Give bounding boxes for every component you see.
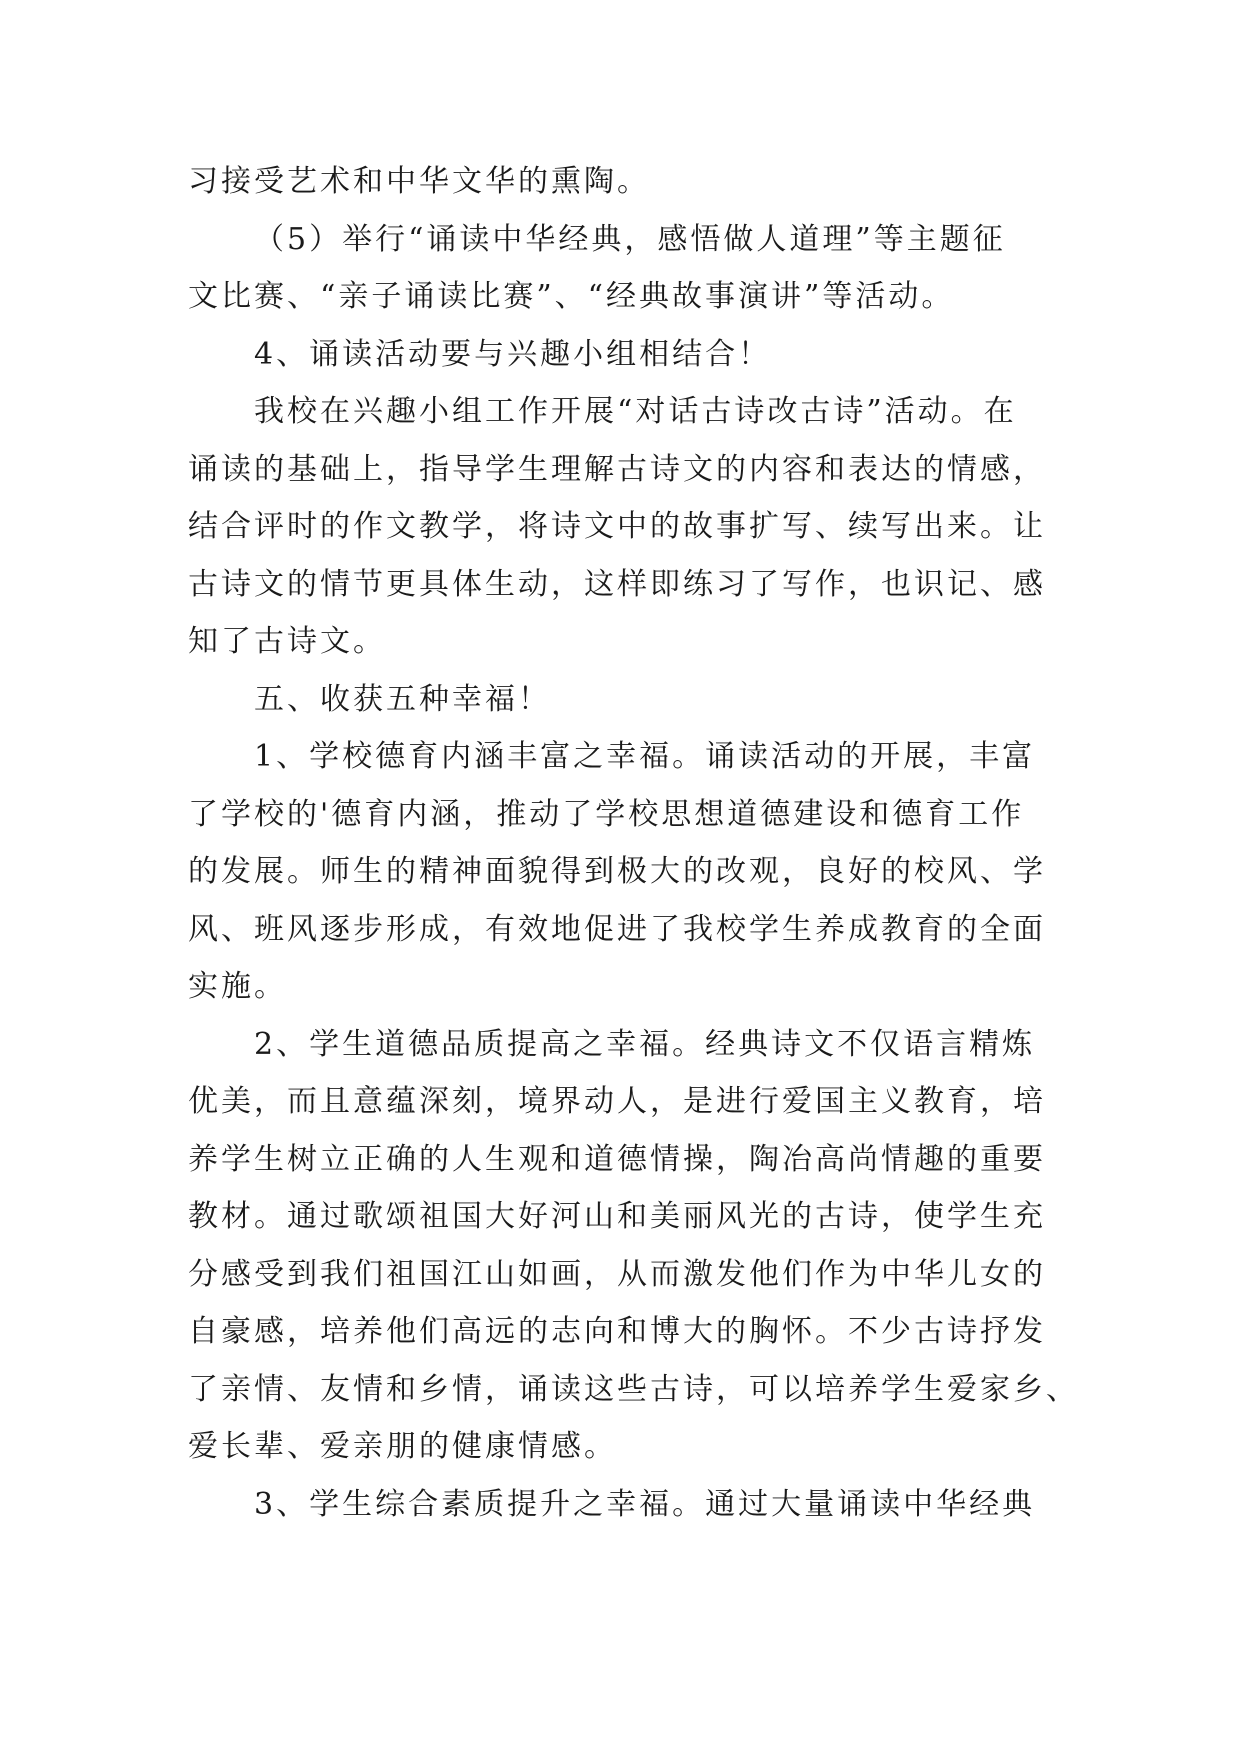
text-line: 分感受到我们祖国江山如画，从而激发他们作为中华儿女的 [188,1256,1046,1292]
text-line: 1、学校德育内涵丰富之幸福。诵读活动的开展，丰富 [254,739,1036,774]
text-line: 风、班风逐步形成，有效地促进了我校学生养成教育的全面 [188,911,1046,947]
text-line: 教材。通过歌颂祖国大好河山和美丽风光的古诗，使学生充 [188,1199,1046,1234]
text-line: 我校在兴趣小组工作开展“对话古诗改古诗”活动。在 [254,394,1017,429]
text-line: 知了古诗文。 [188,624,386,659]
text-line: 诵读的基础上，指导学生理解古诗文的内容和表达的情感， [188,451,1046,487]
text-line: 五、收获五种幸福！ [254,681,551,717]
text-line: 养学生树立正确的人生观和道德情操，陶冶高尚情趣的重要 [188,1141,1046,1177]
text-line: 结合评时的作文教学，将诗文中的故事扩写、续写出来。让 [188,509,1046,544]
text-line: 爱长辈、爱亲朋的健康情感。 [188,1429,617,1464]
text-line: 优美，而且意蕴深刻，境界动人，是进行爱国主义教育，培 [188,1084,1046,1119]
text-line: （5）举行“诵读中华经典，感悟做人道理”等主题征 [254,221,1006,257]
text-line: 2、学生道德品质提高之幸福。经典诗文不仅语言精炼 [254,1026,1036,1062]
text-line: 自豪感，培养他们高远的志向和博大的胸怀。不少古诗抒发 [188,1314,1046,1349]
text-line: 古诗文的情节更具体生动，这样即练习了写作，也识记、感 [188,566,1046,602]
text-line: 3、学生综合素质提升之幸福。通过大量诵读中华经典 [254,1486,1036,1522]
text-line: 了学校的'德育内涵，推动了学校思想道德建设和德育工作 [188,796,1025,832]
text-line: 的发展。师生的精神面貌得到极大的改观，良好的校风、学 [188,854,1046,889]
text-line: 习接受艺术和中华文华的熏陶。 [188,164,650,199]
text-line: 实施。 [188,969,287,1004]
text-line: 4、诵读活动要与兴趣小组相结合！ [254,336,772,372]
document-body [188,153,1079,1533]
text-line: 了亲情、友情和乡情，诵读这些古诗，可以培养学生爱家乡、 [188,1371,1079,1407]
text-line: 文比赛、“亲子诵读比赛”、“经典故事演讲”等活动。 [188,279,955,314]
